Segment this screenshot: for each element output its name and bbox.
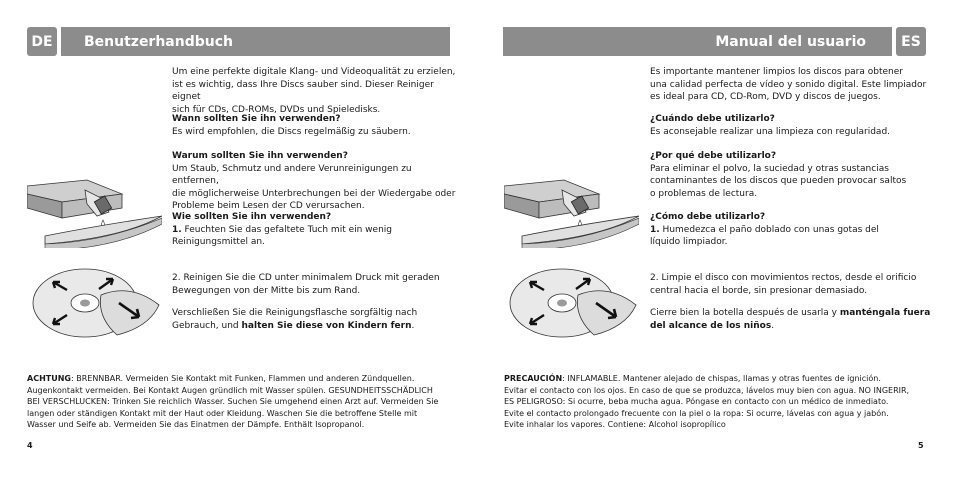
when-answer: Es aconsejable realizar una limpieza con regularidad.	[650, 126, 891, 137]
why-heading: Warum sollten Sie ihn verwenden?	[172, 151, 348, 161]
warning-label: PRECAUCIÓN	[504, 374, 563, 383]
when-answer: Es wird empfohlen, die Discs regelmäßig zu säubern.	[172, 126, 411, 137]
intro-paragraph	[172, 66, 457, 116]
when-heading: ¿Cuándo debe utilizarlo?	[650, 114, 775, 124]
closing-line: Gebrauch, und	[172, 320, 242, 331]
closing-paragraph	[172, 307, 457, 332]
closing-bold: halten Sie diese von Kindern fern	[241, 320, 412, 331]
page-number: 5	[918, 441, 924, 450]
warning-line: ES PELIGROSO: Si ocurre, beba mucha agua. Póngase en contacto con un médico de inmediato.	[504, 397, 889, 407]
intro-paragraph	[650, 66, 935, 104]
warning-line: : INFLAMABLE. Mantener alejado de chispas, llamas y otras fuentes de ignición.	[562, 374, 881, 383]
bottle-and-cloth-illustration	[27, 178, 162, 248]
why-line: o problemas de lectura.	[650, 188, 758, 199]
when-section	[172, 113, 457, 138]
page-number: 4	[27, 441, 33, 450]
warning-notice	[27, 373, 457, 431]
warning-line: Evite inhalar los vapores. Contiene: Alcohol isopropílico	[504, 420, 726, 430]
warning-line: Evitar el contacto con los ojos. En caso de que se produzca, lávelos muy bien con agua. NO INGERIR,	[504, 385, 910, 395]
intro-line: Um eine perfekte digitale Klang- und Videoqualität zu erzielen,	[172, 67, 456, 77]
closing-bold: manténgala fuera del alcance de los niños	[650, 308, 931, 331]
page-title-text: Benutzerhandbuch	[84, 33, 233, 50]
step1-line: Humedezca el paño doblado con unas gotas del	[659, 224, 879, 235]
how-section	[172, 211, 457, 249]
why-section	[172, 150, 457, 213]
when-heading: Wann sollten Sie ihn verwenden?	[172, 114, 341, 124]
step2-line: 2. Reinigen Sie die CD unter minimalem Druck mit geraden	[172, 273, 440, 283]
when-section	[650, 113, 935, 138]
bottle-and-cloth-illustration	[504, 178, 639, 248]
intro-line: Es importante mantener limpios los discos para obtener	[650, 67, 903, 77]
warning-line: Wasser und Seife ab. Vermeiden Sie das Einatmen der Dämpfe. Enthält Isopropanol.	[27, 420, 365, 430]
disc-cleaning-illustration	[504, 265, 639, 340]
step2-line: 2. Limpie el disco con movimientos rectos, desde el orificio	[650, 273, 917, 283]
page-title-text: Manual del usuario	[715, 33, 866, 50]
language-badge: ES	[896, 27, 926, 56]
why-heading: ¿Por qué debe utilizarlo?	[650, 151, 777, 161]
why-line: die möglicherweise Unterbrechungen bei der Wiedergabe oder	[172, 188, 456, 199]
step2-line: central hacia el borde, sin presionar demasiado.	[650, 285, 868, 296]
closing-line: Cierre bien la botella después de usarla y	[650, 308, 840, 318]
why-line: Para eliminar el polvo, la suciedad y otras sustancias	[650, 163, 889, 174]
intro-line: una calidad perfecta de vídeo y sonido digital. Este limpiador	[650, 79, 927, 90]
closing-line: Verschließen Sie die Reinigungsflasche sorgfältig nach	[172, 308, 418, 318]
intro-line: sich für CDs, CD-ROMs, DVDs und Spieledisks.	[172, 104, 381, 115]
language-badge: DE	[27, 27, 57, 56]
why-section	[650, 150, 935, 200]
warning-line: Evite el contacto prolongado frecuente con la piel o la ropa: Si ocurre, lávelas con agua y jabón.	[504, 408, 889, 418]
step2-paragraph	[650, 272, 935, 297]
closing-end: .	[771, 320, 775, 331]
warning-label: ACHTUNG	[27, 374, 71, 383]
why-line: Um Staub, Schmutz und andere Verunreinigungen zu entfernen,	[172, 163, 412, 186]
step1-line: líquido limpiador.	[650, 237, 728, 247]
how-heading: Wie sollten Sie ihn verwenden?	[172, 212, 332, 222]
page-title	[61, 27, 450, 56]
warning-line: BEI VERSCHLUCKEN: Trinken Sie reichlich Wasser. Suchen Sie umgehend einen Arzt auf. Vermeiden Sie	[27, 397, 439, 407]
step1-line: Feuchten Sie das gefaltete Tuch mit ein wenig	[181, 224, 392, 235]
intro-line: ist es wichtig, dass Ihre Discs sauber sind. Dieser Reiniger eignet	[172, 79, 434, 102]
why-line: Probleme beim Lesen der CD verursachen.	[172, 201, 365, 211]
intro-line: es ideal para CD, CD-Rom, DVD y discos de juegos.	[650, 92, 881, 102]
warning-line: : BRENNBAR. Vermeiden Sie Kontakt mit Funken, Flammen und anderen Zündquellen.	[70, 374, 415, 383]
how-heading: ¿Cómo debe utilizarlo?	[650, 212, 766, 222]
step2-line: Bewegungen von der Mitte bis zum Rand.	[172, 285, 361, 296]
step-number: 1.	[650, 224, 660, 235]
page-title	[503, 27, 892, 56]
step1-line: Reinigungsmittel an.	[172, 237, 265, 247]
step-number: 1.	[172, 224, 182, 235]
page-spanish	[477, 0, 954, 477]
closing-paragraph	[650, 307, 935, 332]
warning-line: langen oder ständigen Kontakt mit der Haut oder Kleidung. Waschen Sie die betroffene Stelle mit	[27, 408, 418, 418]
why-line: contaminantes de los discos que pueden provocar saltos	[650, 176, 907, 186]
warning-line: Augenkontakt vermeiden. Bei Kontakt Augen gründlich mit Wasser spülen. GESUNDHEITSSCHÄDLICH	[27, 385, 433, 395]
closing-end: .	[411, 320, 415, 331]
step2-paragraph	[172, 272, 457, 297]
disc-cleaning-illustration	[27, 265, 162, 340]
how-section	[650, 211, 935, 249]
warning-notice	[504, 373, 934, 431]
